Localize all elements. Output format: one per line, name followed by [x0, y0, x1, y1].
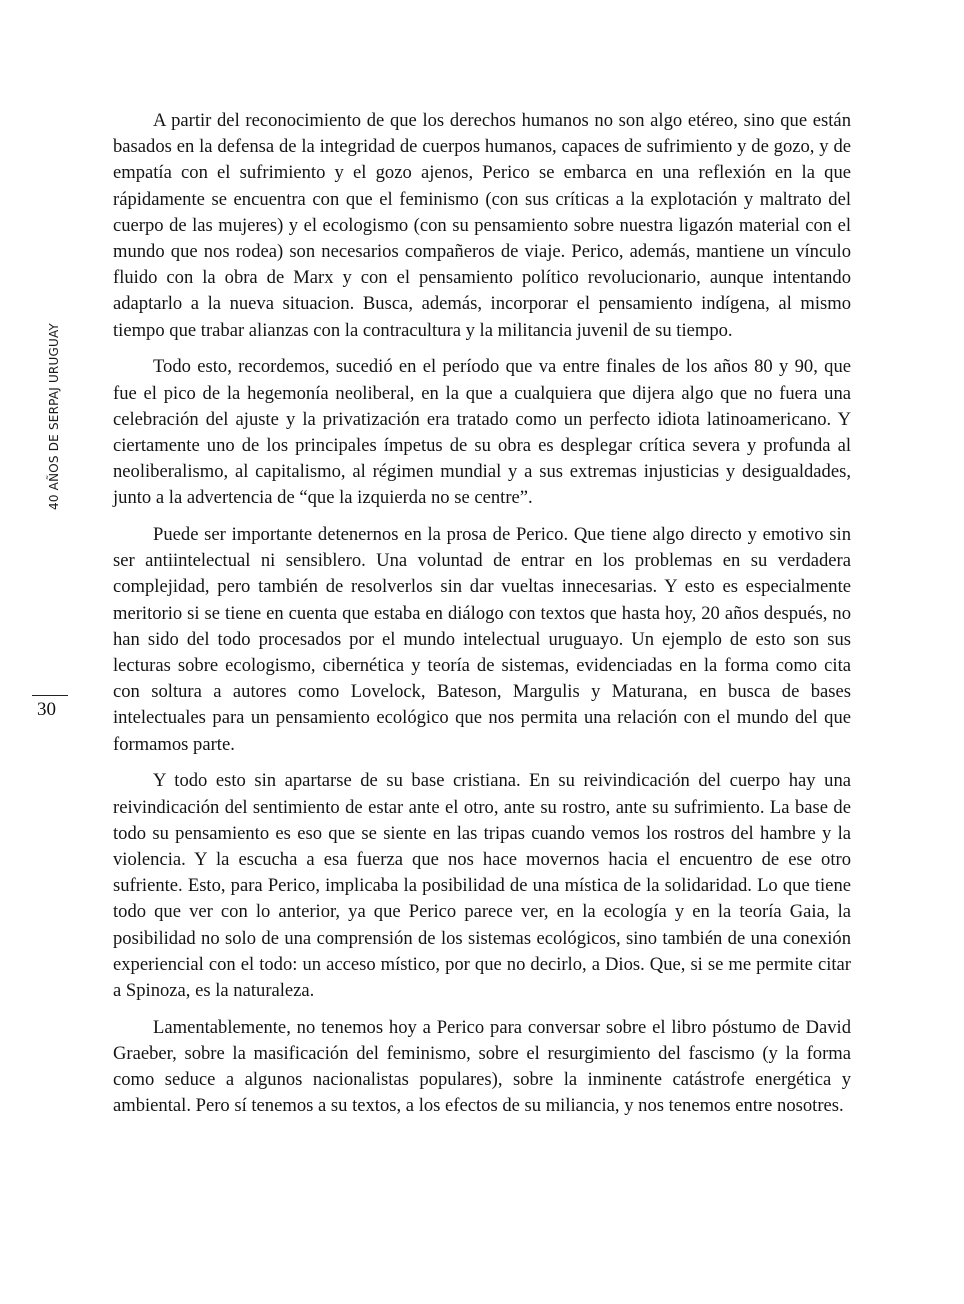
paragraph-5: Lamentablemente, no tenemos hoy a Perico para conversar sobre el libro póstumo de David Graeber, sobre la masificación del feminismo, sobre el resurgimiento del fascismo (y la forma como seduce a algunos nacionalistas populares), sobre la inminente catástrofe energética y ambiental. Pero sí tenemos a su textos, a los efectos de su miliancia, y nos tenemos entre nosotres. [113, 1016, 851, 1117]
running-header-vertical: 40 AÑOS DE SERPAJ URUGUAY [47, 323, 61, 510]
page-number: 30 [37, 699, 56, 720]
paragraph-1: A partir del reconocimiento de que los derechos humanos no son algo etéreo, sino que están basados en la defensa de la integridad de cuerpos humanos, capaces de sufrimiento y de gozo, y de empatía con el sufrimiento y el gozo ajenos, Perico se embarca en una reflexión en la que rápidamente se encuentra con que el feminismo (con sus críticas a la explotación y maltrato del cuerpo de las mujeres) y el ecologismo (con su pensamiento sobre nuestra ligazón material con el mundo que nos rodea) son necesarios compañeros de viaje. Perico, además, mantiene un vínculo fluido con la obra de Marx y con el pensamiento político revolucionario, aunque intentando adaptarlo a la nueva situacion. Busca, además, incorporar el pensamiento indígena, al mismo tiempo que trabar alianzas con la contracultura y la militancia juvenil de su tiempo. [113, 110, 851, 341]
paragraph-3: Puede ser importante detenernos en la prosa de Perico. Que tiene algo directo y emotivo sin ser antiintelectual ni sensiblero. Una voluntad de entrar en los problemas en su verdadera complejidad, pero también de resolverlos sin dar vueltas innecesarias. Y esto es especialmente meritorio si se tiene en cuenta que estaba en diálogo con textos que hasta hoy, 20 años después, no han sido del todo procesados por el mundo intelectual uruguayo. Un ejemplo de esto son sus lecturas sobre ecologismo, cibernética y teoría de sistemas, evidenciadas en la forma como cita con soltura a autores como Lovelock, Bateson, Margulis y Maturana, en busca de bases intelectuales para un pensamiento ecológico que nos permita una relación con el mundo del que formamos parte. [113, 524, 851, 755]
paragraph-4: Y todo esto sin apartarse de su base cristiana. En su reivindicación del cuerpo hay una reivindicación del sentimiento de estar ante el otro, ante su rostro, ante su sufrimiento. La base de todo su pensamiento es eso que se siente en las tripas cuando vemos los rostros del hambre y la violencia. Y la escucha a esa fuerza que nos hace movernos hacia el encuentro de ese otro sufriente. Esto, para Perico, implicaba la posibilidad de una mística de la solidaridad. Lo que tiene todo que ver con lo anterior, ya que Perico parece ver, en la ecología y en la teoría Gaia, la posibilidad no solo de una comprensión de los sistemas ecológicos, sino también de una conexión experiencial con el todo: un acceso místico, por que no decirlo, a Dios. Que, si se me permite citar a Spinoza, es la naturaleza. [113, 770, 851, 1001]
body-text [113, 108, 851, 1130]
paragraph-2: Todo esto, recordemos, sucedió en el período que va entre finales de los años 80 y 90, que fue el pico de la hegemonía neoliberal, en la que a cualquiera que dijera algo que no fuera una celebración del ajuste y la privatización era tratado como un perfecto idiota latinoamericano. Y ciertamente uno de los principales ímpetus de su obra es desplegar crítica severa y profunda al neoliberalismo, al capitalismo, al régimen mundial y a sus extremas injusticias y desigualdades, junto a la advertencia de “que la izquierda no se centre”. [113, 356, 851, 509]
page-number-rule [32, 695, 68, 696]
